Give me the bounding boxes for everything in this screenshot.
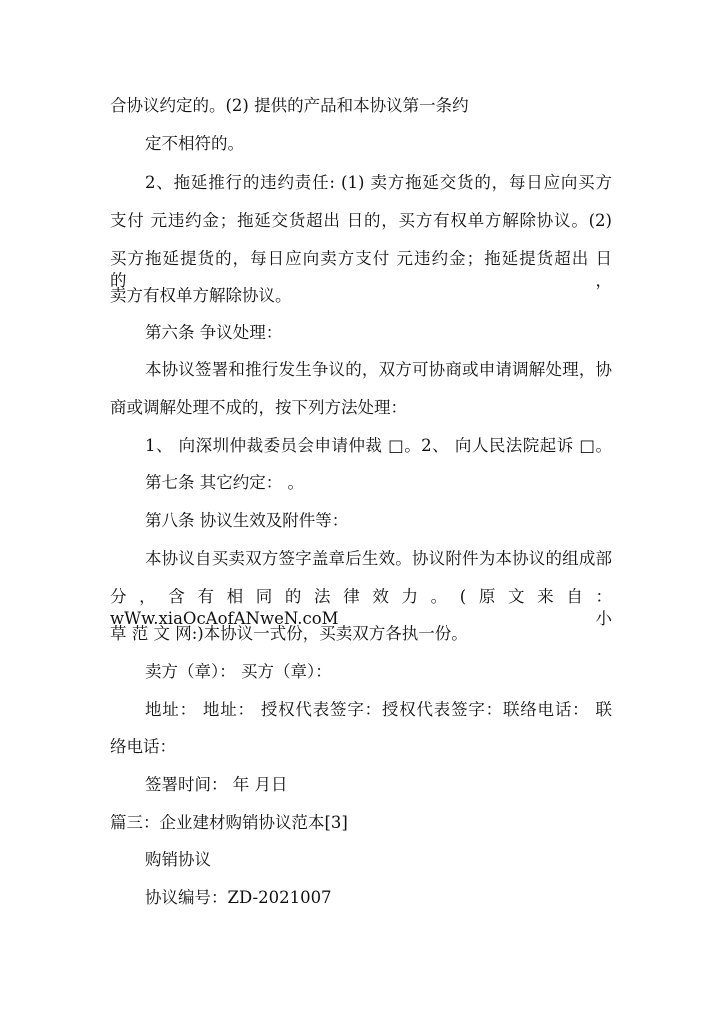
agreement-title: 购销协议 (145, 850, 211, 869)
chapter-3-heading: 篇三：企业建材购销协议范本[3] (110, 813, 348, 832)
section-8-heading: 第八条 协议生效及附件等： (145, 511, 349, 530)
text-line-8: 本协议签署和推行发生争议的，双方可协商或申请调解处理，协 (145, 360, 612, 379)
text-line-4: 支付 元违约金；拖延交货超出 日的，买方有权单方解除协议。(2) (110, 211, 612, 230)
text-line-1: 合协议约定的。(2) 提供的产品和本协议第一条约 (110, 96, 469, 115)
section-7-heading: 第七条 其它约定： 。 (145, 473, 304, 492)
text-line-6: 卖方有权单方解除协议。 (110, 286, 292, 305)
text-line-5: 买方拖延提货的，每日应向卖方支付 元违约金；拖延提货超出 日的， (110, 249, 612, 290)
text-line-16: 卖方（章）： 买方（章）： (145, 662, 332, 681)
text-line-14: 分，含有相同的法律效力。(原文来自：wWw.xiaOcAofANweN.coM 小 (110, 587, 612, 628)
agreement-number: 协议编号：ZD-2021007 (145, 888, 332, 907)
text-line-9: 商或调解处理不成的，按下列方法处理： (110, 398, 407, 417)
text-line-3: 2、拖延推行的违约责任: (1) 卖方拖延交货的，每日应向买方 (145, 173, 612, 192)
text-line-15: 草 范 文 网:)本协议一式份，买卖双方各执一份。 (110, 624, 468, 643)
text-line-13: 本协议自买卖双方签字盖章后生效。协议附件为本协议的组成部 (145, 549, 612, 568)
text-line-2: 定不相符的。 (145, 134, 244, 153)
text-line-19: 签署时间： 年 月日 (145, 775, 288, 794)
section-6-heading: 第六条 争议处理： (145, 323, 283, 342)
text-line-18: 络电话： (110, 737, 176, 756)
text-line-10: 1、 向深圳仲裁委员会申请仲裁 □。2、 向人民法院起诉 □。 (145, 436, 612, 455)
text-line-17: 地址： 地址： 授权代表签字：授权代表签字：联络电话： 联 (145, 700, 612, 719)
